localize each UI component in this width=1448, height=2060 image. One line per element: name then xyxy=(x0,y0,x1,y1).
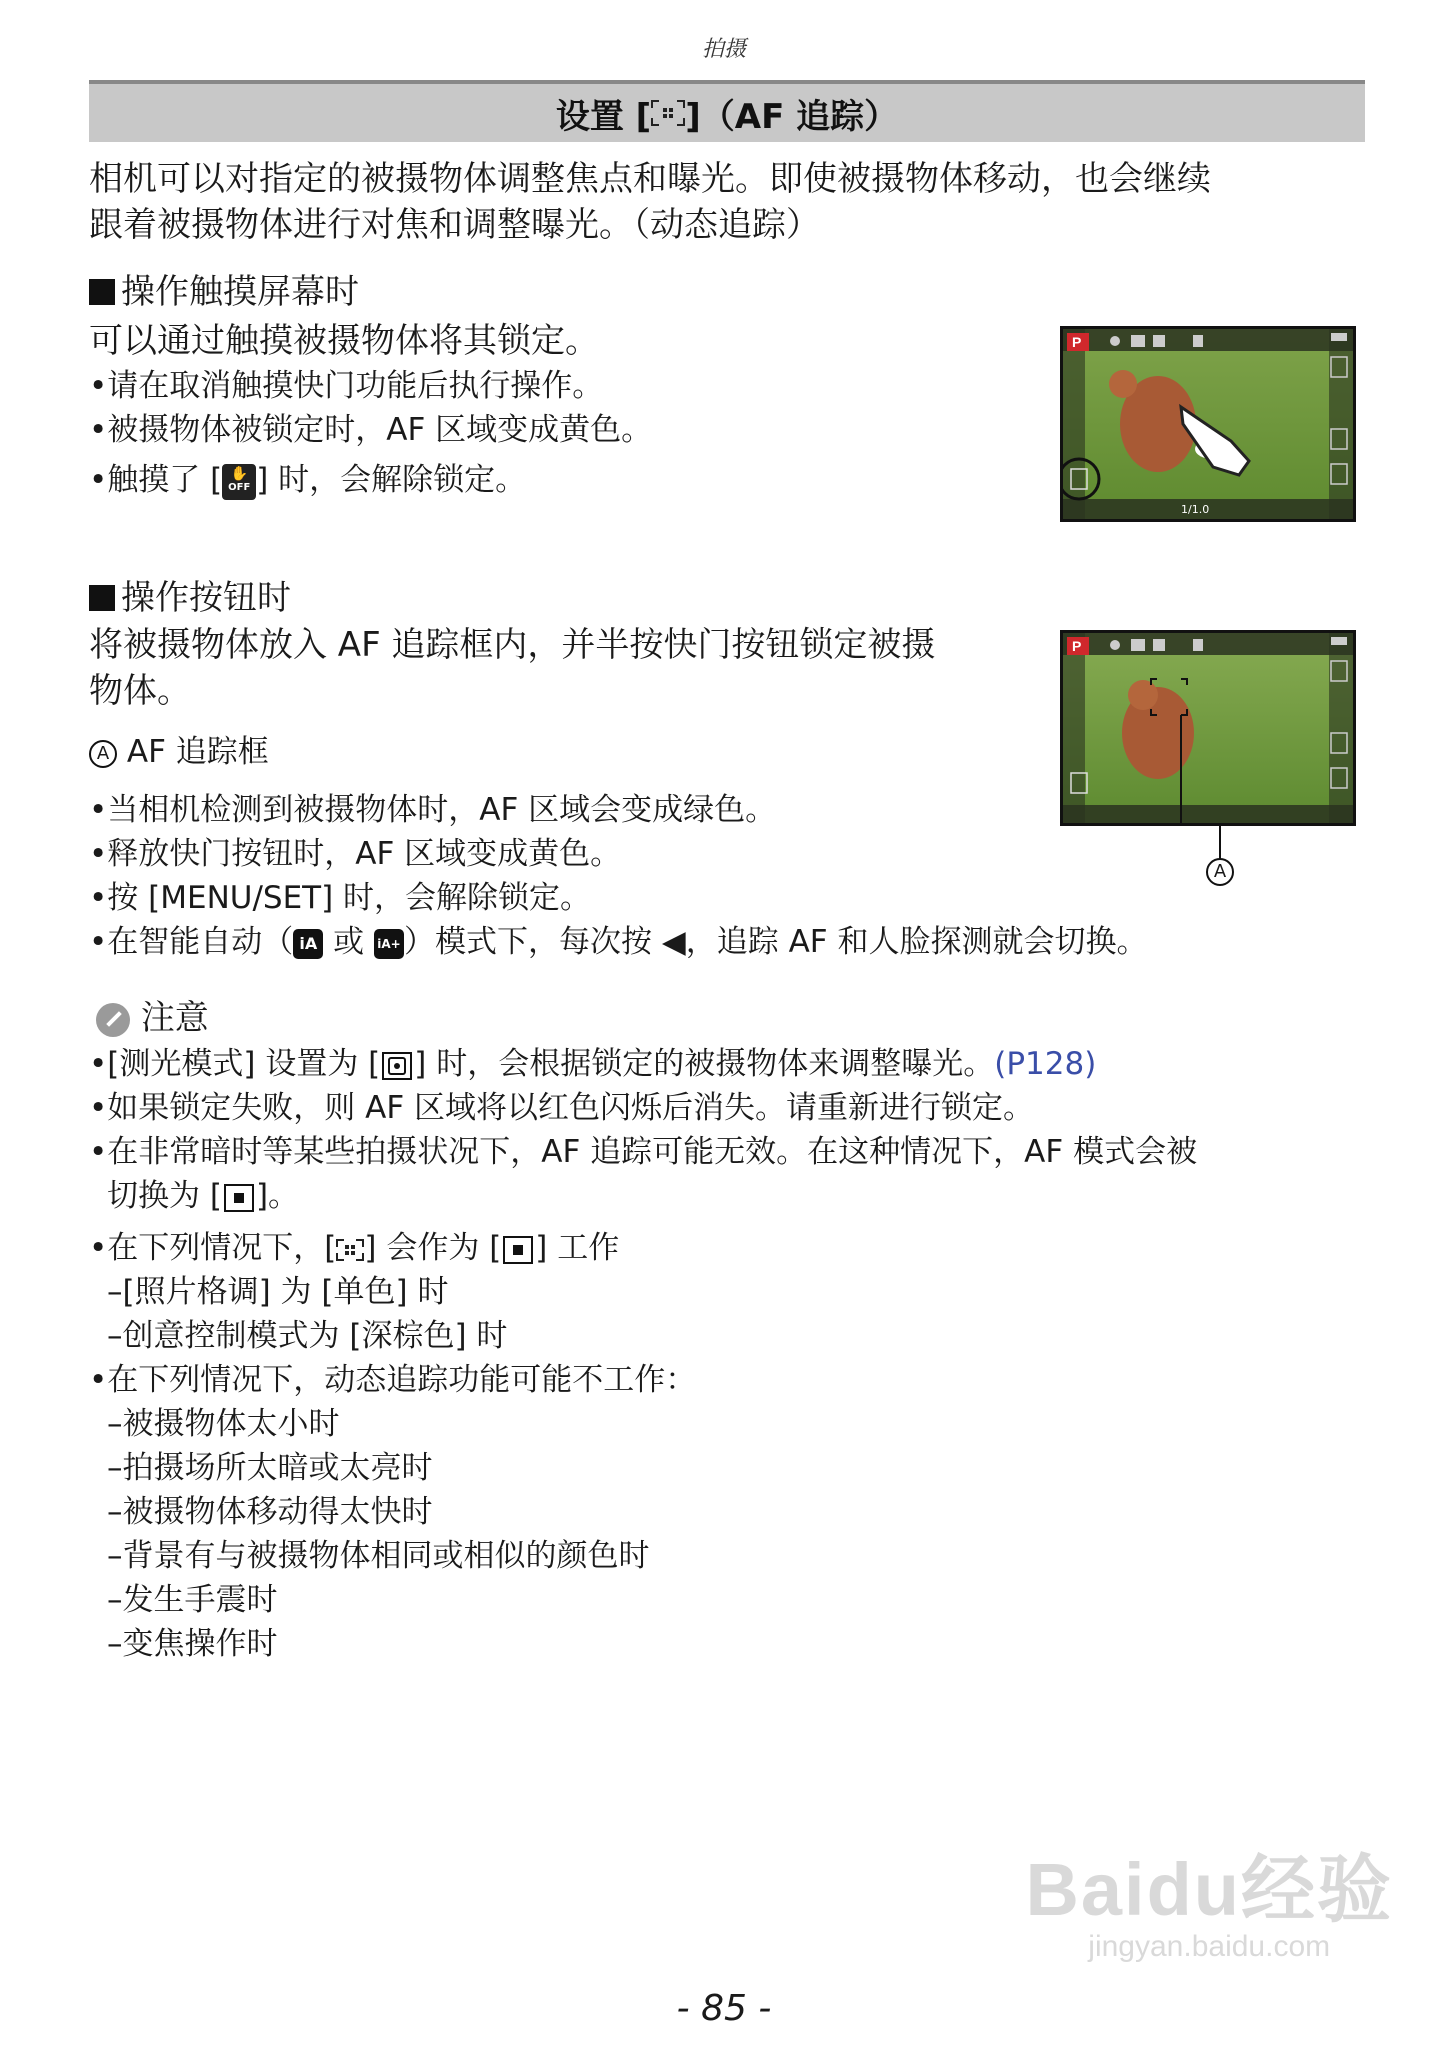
button-section-heading: 操作按钮时 xyxy=(89,576,291,620)
svg-text:1/1.0: 1/1.0 xyxy=(1181,503,1210,516)
bullet-item: •释放快门按钮时，AF 区域变成黄色。 xyxy=(89,836,622,872)
note-item: •在非常暗时等某些拍摄状况下，AF 追踪可能无效。在这种情况下，AF 模式会被 xyxy=(89,1134,1198,1170)
section-title-bar xyxy=(89,80,1365,142)
note-item-continued: 切换为 [ ]。 xyxy=(107,1178,300,1214)
desc-line: 物体。 xyxy=(89,671,191,711)
button-screen-photo xyxy=(1060,630,1356,826)
intro-paragraph xyxy=(89,156,1369,248)
watermark xyxy=(1025,1850,1393,1964)
pencil-note-icon xyxy=(96,1003,130,1037)
bullet-item: •被摄物体被锁定时，AF 区域变成黄色。 xyxy=(89,412,653,448)
one-area-af-icon xyxy=(503,1236,533,1264)
svg-text:P: P xyxy=(1072,334,1082,350)
one-area-af-icon xyxy=(224,1184,254,1212)
af-tracking-icon xyxy=(336,1239,364,1261)
note-subitem: –拍摄场所太暗或太亮时 xyxy=(107,1450,433,1486)
note-heading: 注意 xyxy=(96,996,209,1040)
bullet-item: •当相机检测到被摄物体时，AF 区域会变成绿色。 xyxy=(89,792,777,828)
touch-af-off-icon: ✋ OFF xyxy=(222,464,256,500)
title-suffix: ]（AF 追踪） xyxy=(685,96,899,137)
bullet-item: •触摸了 [ ✋ OFF ] 时，会解除锁定。 xyxy=(89,462,527,498)
callout-label: AF 追踪框 xyxy=(126,734,269,770)
note-subitem: –背景有与被摄物体相同或相似的颜色时 xyxy=(107,1538,650,1574)
note-item: •如果锁定失败，则 AF 区域将以红色闪烁后消失。请重新进行锁定。 xyxy=(89,1090,1035,1126)
callout-legend xyxy=(89,730,269,774)
page-number: - 85 - xyxy=(676,1988,772,2029)
title-prefix: 设置 [ xyxy=(555,96,652,137)
square-bullet-icon xyxy=(89,585,115,611)
button-section-desc xyxy=(89,622,935,714)
callout-leader-line xyxy=(1219,826,1221,860)
callout-marker-a: A xyxy=(89,740,117,768)
intro-line: 相机可以对指定的被摄物体调整焦点和曝光。即使被摄物体移动，也会继续 xyxy=(89,159,1211,199)
note-subitem: –发生手震时 xyxy=(107,1582,278,1618)
spot-metering-icon xyxy=(382,1052,412,1080)
note-subitem: –被摄物体太小时 xyxy=(107,1406,340,1442)
watermark-url: jingyan.baidu.com xyxy=(1088,1930,1331,1963)
camera-lcd-illustration xyxy=(1063,633,1353,823)
note-subitem: –创意控制模式为 [深棕色] 时 xyxy=(107,1318,508,1354)
watermark-brand: Baidu经验 xyxy=(1025,1848,1393,1931)
callout-marker-a: A xyxy=(1206,858,1234,886)
intelligent-auto-icon: iA xyxy=(293,929,323,959)
intro-line: 跟着被摄物体进行对焦和调整曝光。（动态追踪） xyxy=(89,205,820,245)
bullet-item: •请在取消触摸快门功能后执行操作。 xyxy=(89,368,604,404)
page-reference-link[interactable]: (P128) xyxy=(994,1046,1097,1082)
note-subitem: –[照片格调] 为 [单色] 时 xyxy=(107,1274,449,1310)
bullet-item: •在智能自动（ iA 或 iA+ ）模式下，每次按 ◀，追踪 AF 和人脸探测就会切换。 xyxy=(89,924,1148,960)
note-subitem: –变焦操作时 xyxy=(107,1626,278,1662)
touch-screen-photo xyxy=(1060,326,1356,522)
note-item: •在下列情况下，动态追踪功能可能不工作： xyxy=(89,1362,697,1398)
bullet-item: •按 [MENU/SET] 时，会解除锁定。 xyxy=(89,880,592,916)
square-bullet-icon xyxy=(89,279,115,305)
desc-line: 将被摄物体放入 AF 追踪框内，并半按快门按钮锁定被摄 xyxy=(89,625,936,665)
camera-lcd-illustration xyxy=(1063,329,1353,519)
chapter-header: 拍摄 xyxy=(701,37,746,62)
note-item: •[测光模式] 设置为 [ ] 时，会根据锁定的被摄物体来调整曝光。(P128) xyxy=(89,1046,1097,1082)
svg-text:P: P xyxy=(1072,638,1082,654)
intelligent-auto-plus-icon: iA+ xyxy=(374,929,404,959)
af-tracking-icon xyxy=(651,100,685,126)
touch-section-heading: 操作触摸屏幕时 xyxy=(89,270,359,314)
touch-section-desc: 可以通过触摸被摄物体将其锁定。 xyxy=(89,321,599,361)
note-item: •在下列情况下，[ ] 会作为 [ ] 工作 xyxy=(89,1230,620,1266)
note-subitem: –被摄物体移动得太快时 xyxy=(107,1494,433,1530)
